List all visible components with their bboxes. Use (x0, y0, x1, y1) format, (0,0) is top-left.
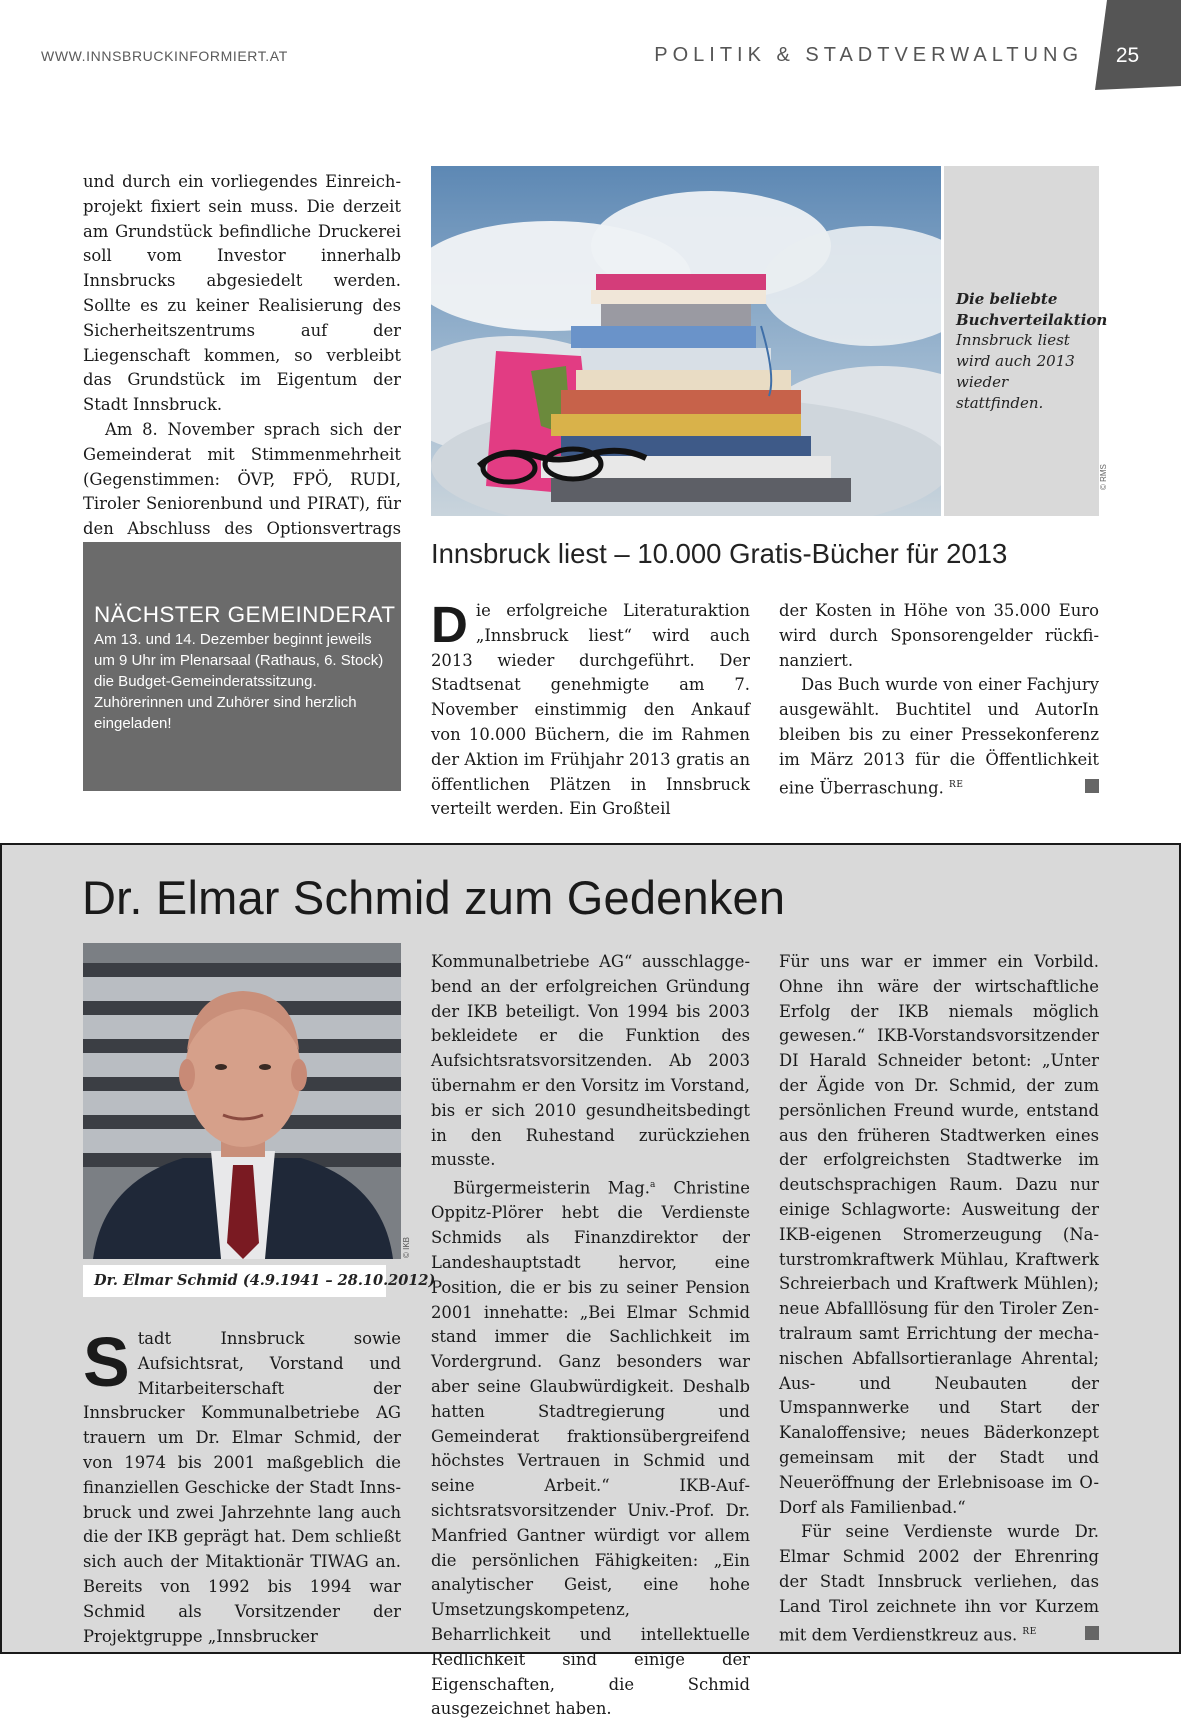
security-article-column (83, 170, 401, 570)
section-title: POLITIK & STADTVERWALTUNG (654, 44, 1083, 66)
books-photo (431, 166, 941, 516)
dropcap-s: S (83, 1323, 130, 1401)
books-photo-caption (956, 289, 1108, 413)
security-article-p2: Am 8. November sprach sich der Gemeinderat mit Stimmenmehrheit (Gegenstimmen: ÖVP, FPÖ, RUDI, Tiroler Seniorenbund und PIRAT), für den Abschluss des Optionsvertrags (83, 418, 401, 570)
memorial-p1: Stadt Innsbruck sowie Aufsichtsrat, Vorstand und Mitarbeiterschaft der Innsbrucker Kommunalbetriebe AG trauern um Dr. Elmar Schmid, der von 1974 bis 2001 maßgeblich die finanziellen Geschicke der Stadt Innsbruck und zwei Jahrzehnte lang auch die der IKB geprägt hat. Dem schließt sich auch der Mitaktionär TIWAG an. Bereits von 1992 bis 1994 war Schmid als Vorsitzender der Projektgruppe „Innsbrucker (83, 1323, 401, 1646)
books-article-p3: Das Buch wurde von einer Fachjury ausgewählt. Buchtitel und AutorIn bleiben bis zu einer Pressekonferenz im März 2013 für die Öffentlichkeit eine Überraschung. $^{RE}$ (779, 675, 1099, 798)
end-mark-icon (1085, 1626, 1099, 1640)
books-article-p2: der Kosten in Höhe von 35.000 Euro wird durch Sponsorengelder rückfinanziert. (779, 601, 1099, 670)
memorial-p4: Für uns war er immer ein Vorbild. Ohne ihn wäre der wirtschaftliche Erfolg der IKB niemals möglich gewesen.“ IKB-Vorstandsvorsitzender DI Harald Schneider betont: „Unter der Ägide von Dr. Schmid, der zum persönlichen Freund wurde, entstand aus den früheren Stadtwerken eines der erfolgreichsten Stadtwerke im deutschsprachigen Raum. Dazu nur einige Schlagworte: Ausweitung der IKB-eigenen Stromerzeugung (Naturstromkraftwerk Mühlau, Kraftwerk Schreierbach und Kraftwerk Mühlen); neue Abfalllösung für den Tiroler Zentralraum samt Errichtung der mechanischen Abfallsortieranlage Ahrental; Aus- und Neubauten der Umspannwerke und Start der Kanaloffensive; neues Bäderkonzept gemeinsam mit der Stadt und Neueröffnung der Erlebnisoase im O-Dorf als Familienbad.“ (779, 952, 1099, 1517)
security-article-p1: und durch ein vorliegendes Einreichprojekt fixiert sein muss. Die derzeit am Grundstück befindliche Druckerei soll vom Investor innerhalb Innsbrucks abgesiedelt werden. Sollte es zu keiner Realisierung des Sicherheitszentrums auf der Liegenschaft kommen, so verbleibt das Grundstück im Eigentum der Stadt Innsbruck. (83, 172, 401, 415)
gemeinderat-title: NÄCHSTER GEMEINDERAT (94, 602, 396, 627)
gemeinderat-info-box (83, 542, 401, 791)
page-number: 25 (1115, 44, 1140, 67)
books-headline: Innsbruck liest – 10.000 Gratis-Bücher für 2013 (431, 538, 1008, 569)
books-article-column-1 (431, 596, 750, 822)
memorial-column-2 (431, 950, 750, 1722)
memorial-p3: Bürgermeisterin Mag.$^a$ Christine Oppitz-Plörer hebt die Verdienste Schmids als Finanzdirektor der Landeshauptstadt hervor, eine Position, die er bis zu seiner Pension 2001 innehatte: „Bei Elmar Schmid stand immer die Sachlichkeit im Vordergrund. Ganz besonders war aber seine Glaubwürdigkeit. Deshalb hatten Stadtregierung und Gemeinderat fraktionsübergreifend höchstes Vertrauen in Schmid und seine Arbeit.“ IKB-Aufsichtsratsvorsitzender Univ.-Prof. Dr. Manfried Gantner würdigt vor allem die persönlichen Fähigkeiten: „Ein analytischer Geist, eine hohe Umsetzungskompetenz, Beharrlichkeit und intellektuelle Redlichkeit sind einige der Eigenschaften, die Schmid ausgezeichnet haben. (431, 1178, 750, 1719)
author-tag: RE (1022, 1626, 1037, 1637)
author-tag: RE (949, 779, 964, 790)
photo-credit-rms: © RMS (1099, 464, 1108, 490)
books-caption-text: Innsbruck liest wird auch 2013 wieder stattfinden. (956, 331, 1075, 412)
books-article-p1: Die erfolgreiche Literaturaktion „Innsbruck liest“ wird auch 2013 wieder durchgeführt. Der Stadtsenat genehmigte am 7. November einstimmig den Ankauf von 10.000 Büchern, die im Rahmen der Aktion im Frühjahr 2013 gratis an öffentlichen Plätzen in Innsbruck verteilt werden. Ein Großteil (431, 596, 750, 819)
memorial-column-3 (779, 950, 1099, 1648)
portrait-caption: Dr. Elmar Schmid (4.9.1941 – 28.10.2012) (83, 1265, 386, 1297)
memorial-p2: Kommunalbetriebe AG“ ausschlaggebend an der erfolgreichen Gründung der IKB beteiligt. Von 1994 bis 2003 bekleidete er die Funktion des Aufsichtsratsvorsitzenden. Ab 2003 übernahm er den Vorsitz im Vorstand, bis er sich 2010 gesundheitsbedingt in den Ruhestand zurückziehen musste. (431, 952, 750, 1170)
site-url: WWW.INNSBRUCKINFORMIERT.AT (41, 48, 288, 64)
books-article-column-2 (779, 599, 1099, 801)
memorial-column-1 (83, 1323, 401, 1649)
memorial-p5: Für seine Verdienste wurde Dr. Elmar Schmid 2002 der Ehrenring der Stadt Innsbruck verliehen, das Land Tirol zeichnete ihn vor Kurzem mit dem Verdienstkreuz aus. $^{RE}$ (779, 1522, 1099, 1644)
portrait-photo (83, 943, 401, 1259)
books-caption-title: Die beliebte Buchverteilaktion (956, 290, 1108, 329)
gemeinderat-text: Am 13. und 14. Dezember beginnt jeweils um 9 Uhr im Plenarsaal (Rathaus, 6. Stock) die Budget-Gemeinderatssitzung. Zuhörerinnen und Zuhörer sind herzlich eingeladen! (94, 631, 384, 732)
end-mark-icon (1085, 779, 1099, 793)
photo-credit-ikb: © IKB (402, 1236, 411, 1258)
memorial-headline: Dr. Elmar Schmid zum Gedenken (82, 871, 786, 924)
dropcap-d: D (431, 596, 468, 653)
